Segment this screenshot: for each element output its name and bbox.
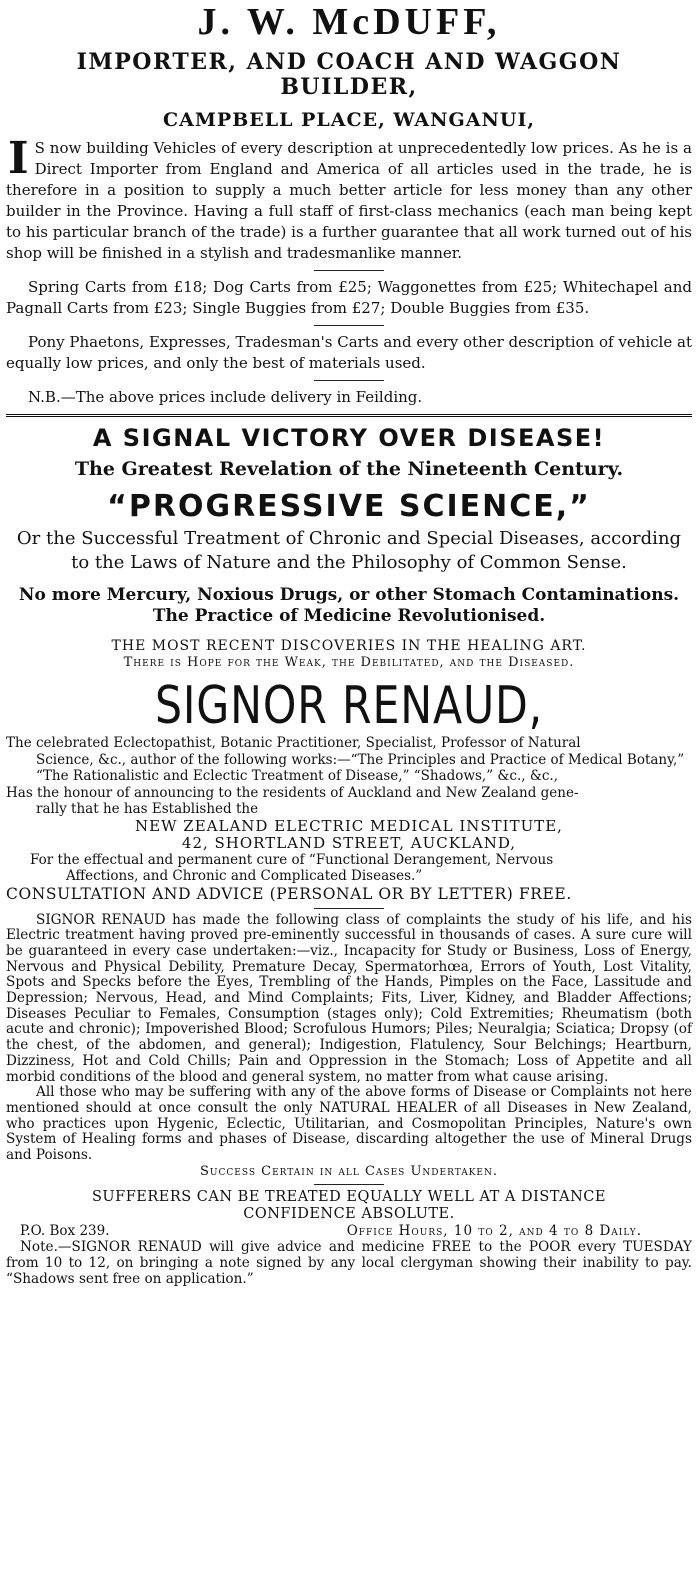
renaud-ad <box>6 423 692 1287</box>
honour-line-2: rally that he has Established the <box>36 801 259 817</box>
office-hours: Office Hours, 10 to 2, and 4 to 8 Daily. <box>346 1222 642 1239</box>
mcduff-title: J. W. McDUFF, <box>197 1 501 43</box>
recent-discoveries: THE MOST RECENT DISCOVERIES IN THE HEALING ART. <box>111 638 587 654</box>
mcduff-prices: Spring Carts from £18; Dog Carts from £25; Waggonettes from £25; Whitechapel and Pagnall Carts from £23; Single Buggies from £27; Double Buggies from £35. <box>6 278 692 317</box>
celebrated-line: The celebrated Eclectopathist, Botanic Practitioner, Specialist, Professor of Natural <box>6 735 581 751</box>
divider <box>314 908 384 909</box>
mcduff-nb: N.B.—The above prices include delivery in Feilding. <box>28 388 423 406</box>
confidence-line: CONFIDENCE ABSOLUTE. <box>243 1205 455 1222</box>
practice-line: The Practice of Medicine Revolutionised. <box>152 606 546 626</box>
po-box: P.O. Box 239. <box>20 1222 110 1239</box>
divider <box>314 270 384 271</box>
divider <box>314 1184 384 1185</box>
note-paragraph: Note.—SIGNOR RENAUD will give advice and medicine FREE to the POOR every TUESDAY from 10 to 12, on bringing a note signed by any local clergyman showing their inability to pay. “Shadows sent free on application.” <box>6 1238 692 1287</box>
honour-line: Has the honour of announcing to the residents of Auckland and New Zealand gene- <box>6 784 579 801</box>
institute-name: NEW ZEALAND ELECTRIC MEDICAL INSTITUTE, <box>135 816 563 835</box>
divider <box>314 325 384 326</box>
effectual-line-2: Affections, and Chronic and Complicated Diseases.” <box>66 868 423 884</box>
all-those-paragraph: All those who may be suffering with any of the above forms of Disease or Complaints not here mentioned should at once consult the only NATURAL HEALER of all Diseases in New Zealand, who practices upon Hygenic, Eclectic, Utilitarian, and Cosmopolitan Principles, Nature's own System of Healing forms and phases of Disease, discarding altogether the use of Mineral Drugs and Poisons. <box>6 1084 692 1164</box>
contact-row <box>6 1223 692 1239</box>
hope-line: There is Hope for the Weak, the Debilitated, and the Diseased. <box>123 655 575 670</box>
mcduff-para1-text: S now building Vehicles of every description at unprecedentedly low prices. As he is a Direct Importer from England and America of all articles used in the trade, he is therefore in a position to supply a much better article for less money than any other builder in the Province. Having a full staff of first-class mechanics (each man being kept to his particular branch of the trade) is a further guarantee that all work turned out of his shop will be finished in a stylish and tradesmanlike manner. <box>6 139 692 262</box>
success-line: Success Certain in all Cases Undertaken. <box>199 1163 499 1179</box>
ad-separator <box>6 414 692 417</box>
mcduff-subtitle: IMPORTER, AND COACH AND WAGGON BUILDER, <box>76 49 622 100</box>
renaud-name: SIGNOR RENAUD, <box>154 676 544 736</box>
mcduff-para1 <box>6 133 692 264</box>
consultation-line: CONSULTATION AND ADVICE (PERSONAL OR BY LETTER) FREE. <box>6 884 572 903</box>
drop-cap: I <box>8 133 29 184</box>
no-more-line: No more Mercury, Noxious Drugs, or other Stomach Contaminations. <box>18 585 680 605</box>
progressive-science: “PROGRESSIVE SCIENCE,” <box>107 489 591 524</box>
divider <box>314 380 384 381</box>
mcduff-place: CAMPBELL PLACE, WANGANUI, <box>163 109 535 131</box>
effectual-line: For the effectual and permanent cure of “Functional Derangement, Nervous <box>30 851 554 868</box>
mcduff-phaetons: Pony Phaetons, Expresses, Tradesman's Carts and every other description of vehicle at equally low prices, and only the best of materials used. <box>6 333 692 372</box>
headline: A SIGNAL VICTORY OVER DISEASE! <box>92 424 606 452</box>
mcduff-ad <box>6 0 692 408</box>
sufferers-line: SUFFERERS CAN BE TREATED EQUALLY WELL AT A DISTANCE <box>91 1188 606 1205</box>
celebrated-works: Science, &c., author of the following works:—“The Principles and Practice of Medical Botany,” “The Rationalistic and Eclectic Treatment of Disease,” “Shadows,” &c., &c., <box>36 751 685 784</box>
complaints-paragraph: SIGNOR RENAUD has made the following class of complaints the study of his life, and his Electric treatment having proved pre-eminently successful in thousands of cases. A sure cure will be guaranteed in every case undertaken:—viz., Incapacity for Study or Business, Loss of Energy, Nervous and Physical Debility, Premature Decay, Spermatorhœa, Errors of Youth, Lost Vitality, Spots and Specks before the Eyes, Trembling of the Hands, Pimples on the Face, Lassitude and Depression; Nervous, Head, and Mind Complaints; Fits, Liver, Kidney, and Bladder Affections; Diseases Peculiar to Females, Consumption (stages only); Cold Extremities; Rheumatism (both acute and chronic); Impoverished Blood; Scrofulous Humors; Piles; Neuralgia; Sciatica; Dropsy (of the chest, of the abdomen, and general); Indigestion, Flatulency, Sour Belchings; Heartburn, Dizziness, Hot and Cold Chills; Pain and Oppression in the Stomach; Loss of Appetite and all morbid conditions of the blood and general system, no matter from what cause arising. <box>6 911 692 1085</box>
subheadline: The Greatest Revelation of the Nineteenth Century. <box>74 458 624 480</box>
institute-address: 42, SHORTLAND STREET, AUCKLAND, <box>181 833 517 852</box>
treatment-text: Or the Successful Treatment of Chronic and Special Diseases, according to the Laws of Nature and the Philosophy of Common Sense. <box>16 528 682 573</box>
